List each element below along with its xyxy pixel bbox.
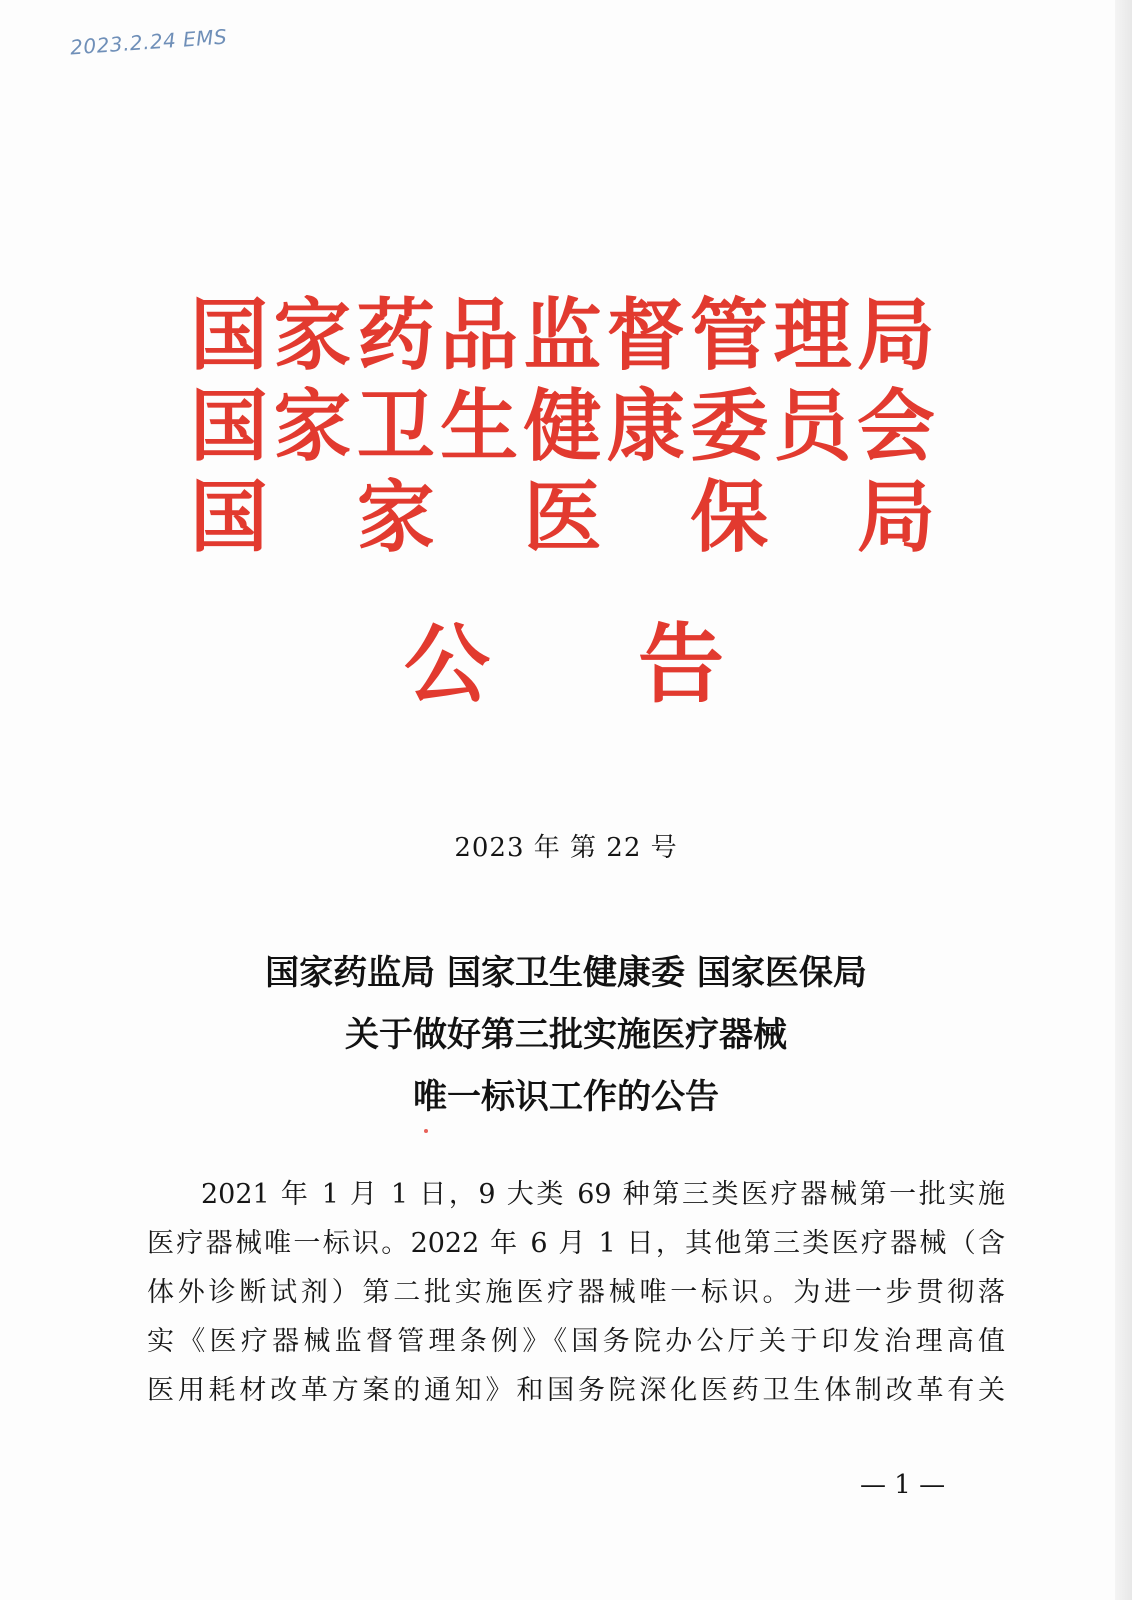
- masthead-char: 家: [273, 381, 352, 472]
- body-line: 体外诊断试剂）第二批实施医疗器械唯一标识。为进一步贯彻落: [147, 1277, 1005, 1308]
- masthead-char: 生: [440, 381, 519, 472]
- masthead-char: 会: [856, 381, 935, 472]
- title-line: 唯一标识工作的公告: [413, 1077, 719, 1117]
- body-line: 2021 年 1 月 1 日，9 大类 69 种第三类医疗器械第一批实施: [201, 1179, 1005, 1210]
- masthead-char: 医: [523, 472, 602, 563]
- handwritten-note: 2023.2.24 EMS: [69, 24, 228, 60]
- masthead-char: 委: [690, 381, 769, 472]
- masthead: [190, 290, 935, 563]
- masthead-line-3: [190, 472, 935, 563]
- body-paragraph: [147, 1170, 1005, 1415]
- masthead-char: 管: [690, 290, 769, 381]
- masthead-char: 健: [523, 381, 602, 472]
- masthead-char: 家: [356, 472, 435, 563]
- masthead-char: 保: [690, 472, 769, 563]
- doc-type-char: 告: [638, 614, 724, 715]
- title-line: 国家药监局 国家卫生健康委 国家医保局: [265, 953, 867, 993]
- document-title: [140, 942, 992, 1128]
- masthead-char: 家: [273, 290, 352, 381]
- masthead-char: 督: [606, 290, 685, 381]
- masthead-char: 卫: [356, 381, 435, 472]
- masthead-char: 康: [606, 381, 685, 472]
- masthead-char: 国: [190, 381, 269, 472]
- masthead-char: 局: [856, 472, 935, 563]
- masthead-line-1: [190, 290, 935, 381]
- scan-edge: [1115, 0, 1132, 1600]
- document-number: 2023 年 第 22 号: [454, 833, 678, 863]
- masthead-char: 员: [773, 381, 852, 472]
- masthead-char: 监: [523, 290, 602, 381]
- masthead-char: 品: [440, 290, 519, 381]
- doc-type-char: 公: [404, 614, 490, 715]
- masthead-char: 国: [190, 290, 269, 381]
- masthead-char: 药: [356, 290, 435, 381]
- scan-speck: [424, 1129, 428, 1133]
- body-line: 实《医疗器械监督管理条例》《国务院办公厅关于印发治理高值: [147, 1326, 1005, 1357]
- body-line: 医用耗材改革方案的通知》和国务院深化医药卫生体制改革有关: [147, 1375, 1005, 1406]
- masthead-char: 局: [856, 290, 935, 381]
- masthead-char: 理: [773, 290, 852, 381]
- document-type-heading: [404, 615, 724, 715]
- title-line: 关于做好第三批实施医疗器械: [345, 1015, 787, 1055]
- masthead-line-2: [190, 381, 935, 472]
- page-number: — 1 —: [860, 1470, 946, 1500]
- body-line: 医疗器械唯一标识。2022 年 6 月 1 日，其他第三类医疗器械（含: [147, 1228, 1005, 1259]
- masthead-char: 国: [190, 472, 269, 563]
